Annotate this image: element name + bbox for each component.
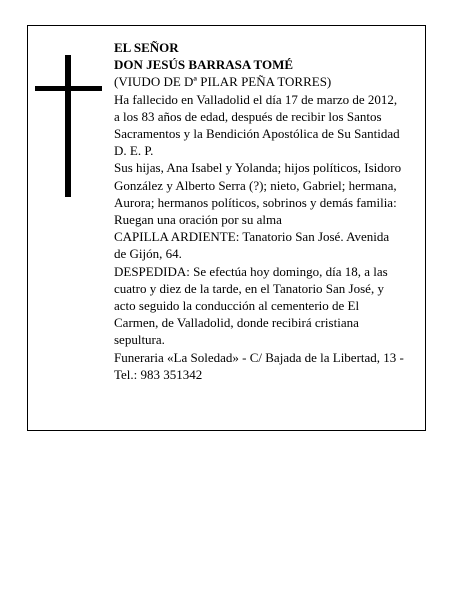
deceased-name: DON JESÚS BARRASA TOMÉ (114, 57, 294, 73)
farewell-line: Carmen, de Valladolid, donde recibirá cristiana (114, 315, 359, 331)
chapel-line: de Gijón, 64. (114, 246, 182, 262)
widower-line: (VIUDO DE Dª PILAR PEÑA TORRES) (114, 74, 332, 90)
funeral-home-line: Funeraria «La Soledad» - C/ Bajada de la Libertad, 13 - (114, 349, 404, 365)
prayer-line: Ruegan una oración por su alma (114, 212, 282, 228)
chapel-line: CAPILLA ARDIENTE: Tanatorio San José. Avenida (114, 229, 390, 245)
announcement-line: Sacramentos y la Bendición Apostólica de Su Santidad (114, 126, 400, 142)
family-line: Aurora; hermanos políticos, sobrinos y demás familia: (114, 194, 397, 210)
family-line: Sus hijas, Ana Isabel y Yolanda; hijos políticos, Isidoro (114, 160, 402, 176)
farewell-line: cuatro y diez de la tarde, en el Tanatorio San José, y (114, 280, 384, 296)
rip-line: D. E. P. (114, 143, 154, 159)
obituary-text (114, 39, 426, 383)
deceased-title: EL SEÑOR (114, 40, 179, 55)
family-line: González y Alberto Serra (?); nieto, Gabriel; hermana, (114, 177, 397, 193)
farewell-line: sepultura. (114, 332, 165, 348)
farewell-line: DESPEDIDA: Se efectúa hoy domingo, día 18, a las (114, 263, 388, 279)
announcement-line: Ha fallecido en Valladolid el día 17 de marzo de 2012, (114, 91, 398, 107)
phone-line: Tel.: 983 351342 (114, 366, 203, 382)
announcement-line: a los 83 años de edad, después de recibir los Santos (114, 108, 382, 124)
cross-icon-bar (35, 86, 102, 91)
cross-icon (65, 55, 71, 197)
farewell-line: acto seguido la conducción al cementerio de El (114, 298, 360, 314)
